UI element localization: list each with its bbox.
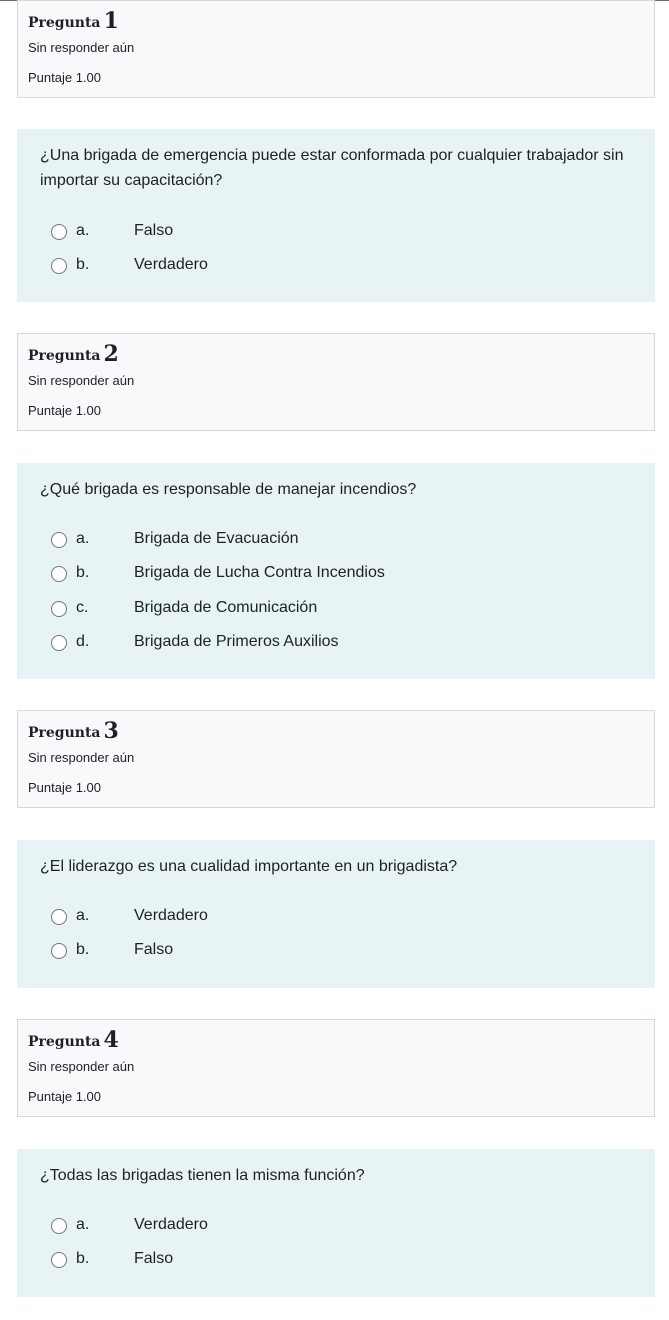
question-number: 4 xyxy=(103,1027,119,1053)
option-letter: b. xyxy=(76,941,90,958)
option-letter: a. xyxy=(76,1216,90,1233)
answer-option-a[interactable] xyxy=(51,220,611,244)
option-label[interactable]: Brigada de Primeros Auxilios xyxy=(134,633,339,650)
radio-button[interactable] xyxy=(51,943,67,959)
question-number-heading xyxy=(28,1026,119,1052)
answer-option-b[interactable] xyxy=(51,1248,611,1272)
question-state: Sin responder aún xyxy=(28,1059,135,1074)
radio-button[interactable] xyxy=(51,566,67,582)
option-label[interactable]: Brigada de Evacuación xyxy=(134,530,299,547)
option-label[interactable]: Falso xyxy=(134,1250,174,1267)
option-letter: a. xyxy=(76,222,90,239)
question-grade: Puntaje 1.00 xyxy=(28,1089,102,1104)
answer-option-b[interactable] xyxy=(51,562,611,586)
answer-option-b[interactable] xyxy=(51,939,611,963)
question-state: Sin responder aún xyxy=(28,40,135,55)
answer-option-c[interactable] xyxy=(51,597,611,621)
question-number-heading xyxy=(28,340,119,366)
question-grade: Puntaje 1.00 xyxy=(28,780,102,795)
option-letter: b. xyxy=(76,1250,90,1267)
question-text: ¿Todas las brigadas tienen la misma función? xyxy=(40,1167,365,1184)
question-label: Pregunta xyxy=(28,348,101,364)
option-label[interactable]: Verdadero xyxy=(134,256,208,273)
option-label[interactable]: Verdadero xyxy=(134,1216,208,1233)
radio-button[interactable] xyxy=(51,601,67,617)
question-number: 1 xyxy=(103,8,119,34)
option-letter: b. xyxy=(76,256,90,273)
radio-button[interactable] xyxy=(51,1218,67,1234)
question-state: Sin responder aún xyxy=(28,750,135,765)
option-label[interactable]: Brigada de Comunicación xyxy=(134,599,318,616)
radio-button[interactable] xyxy=(51,224,67,240)
option-label[interactable]: Brigada de Lucha Contra Incendios xyxy=(134,564,385,581)
question-label: Pregunta xyxy=(28,725,101,741)
option-label[interactable]: Falso xyxy=(134,222,174,239)
option-letter: a. xyxy=(76,907,90,924)
question-info-3 xyxy=(17,710,655,808)
option-letter: d. xyxy=(76,633,90,650)
question-number: 3 xyxy=(103,718,119,744)
question-info-2 xyxy=(17,333,655,431)
question-formulation-4 xyxy=(17,1149,655,1297)
question-label: Pregunta xyxy=(28,15,101,31)
question-label: Pregunta xyxy=(28,1034,101,1050)
radio-button[interactable] xyxy=(51,532,67,548)
question-state: Sin responder aún xyxy=(28,373,135,388)
answer-option-b[interactable] xyxy=(51,254,611,278)
question-text: ¿Una brigada de emergencia puede estar conformada por cualquier trabajador sin importar su capacitación? xyxy=(40,147,624,189)
question-grade: Puntaje 1.00 xyxy=(28,403,102,418)
question-info-1 xyxy=(17,0,655,98)
question-text: ¿Qué brigada es responsable de manejar incendios? xyxy=(40,481,417,498)
option-letter: a. xyxy=(76,530,90,547)
answer-option-d[interactable] xyxy=(51,631,611,655)
option-letter: c. xyxy=(76,599,89,616)
radio-button[interactable] xyxy=(51,635,67,651)
answer-option-a[interactable] xyxy=(51,1214,611,1238)
question-text: ¿El liderazgo es una cualidad importante en un brigadista? xyxy=(40,858,458,875)
radio-button[interactable] xyxy=(51,258,67,274)
answer-option-a[interactable] xyxy=(51,905,611,929)
option-letter: b. xyxy=(76,564,90,581)
question-number: 2 xyxy=(103,341,119,367)
question-number-heading xyxy=(28,717,119,743)
radio-button[interactable] xyxy=(51,1252,67,1268)
question-number-heading xyxy=(28,7,119,33)
radio-button[interactable] xyxy=(51,909,67,925)
option-label[interactable]: Falso xyxy=(134,941,174,958)
question-formulation-3 xyxy=(17,840,655,988)
option-label[interactable]: Verdadero xyxy=(134,907,208,924)
question-info-4 xyxy=(17,1019,655,1117)
answer-option-a[interactable] xyxy=(51,528,611,552)
question-formulation-1 xyxy=(17,129,655,302)
question-grade: Puntaje 1.00 xyxy=(28,70,102,85)
question-formulation-2 xyxy=(17,463,655,679)
